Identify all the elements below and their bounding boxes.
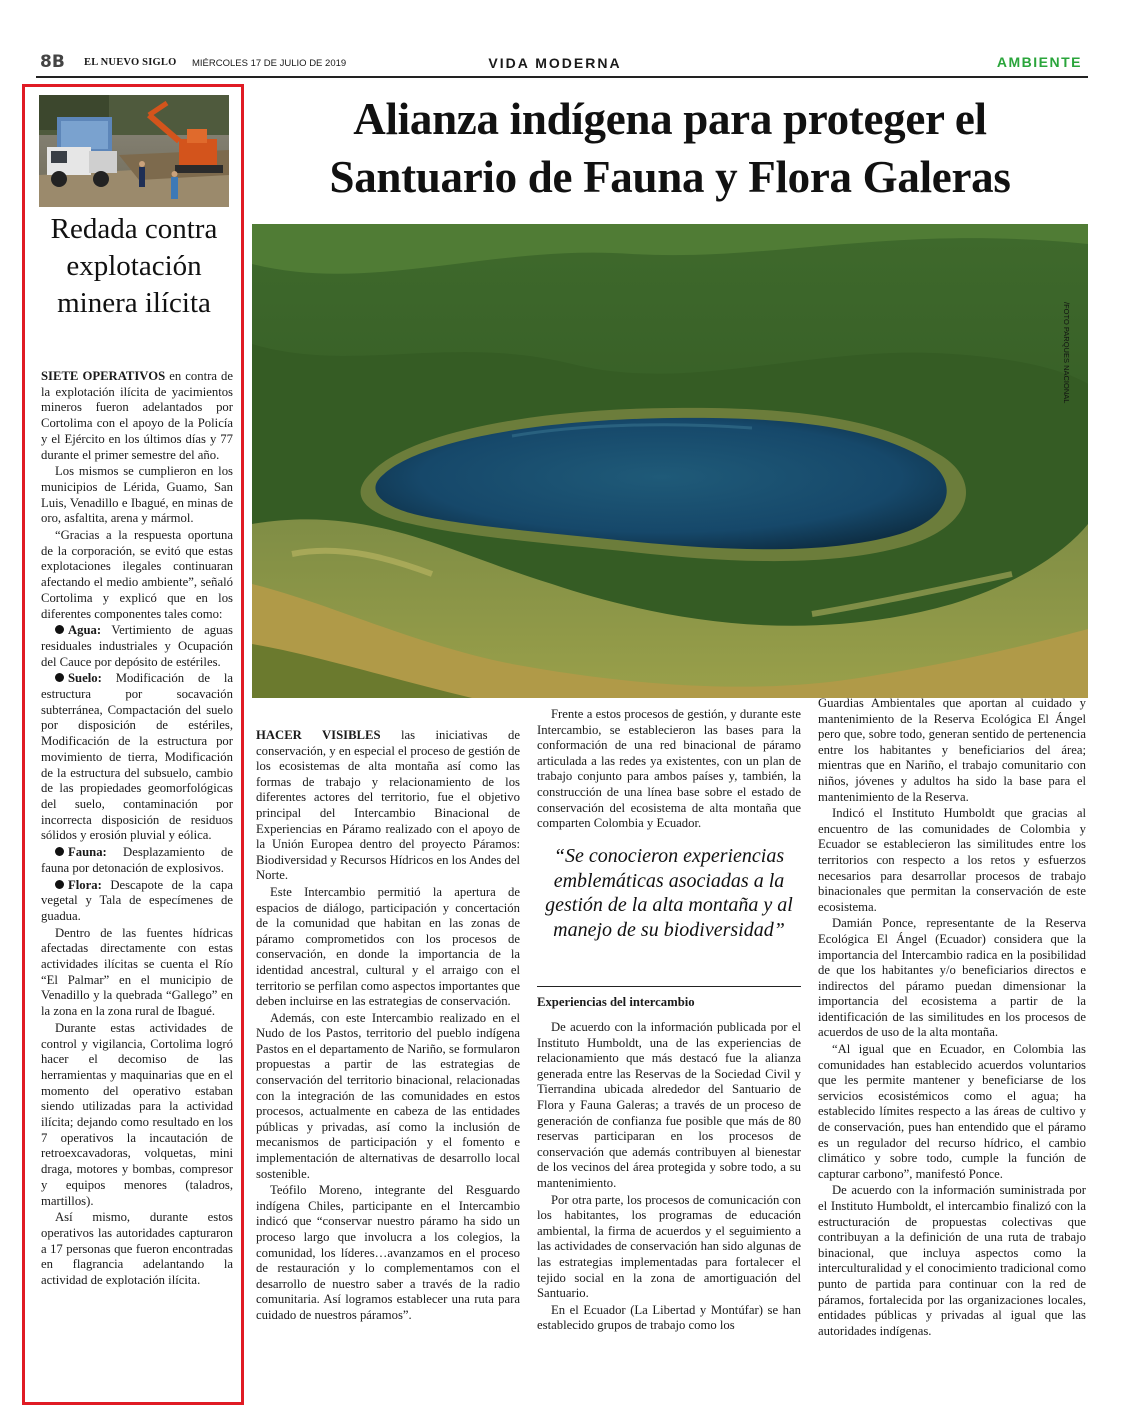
sidebar-paragraph: “Gracias a la respuesta oportuna de la corporación, se evitó que estas explotaciones ilegales continuaran afectando el medio ambiente”, señaló Cortolima y explicó que en los diferentes componentes tales como: [41, 528, 233, 621]
bullet-icon [55, 880, 64, 889]
sidebar-box [22, 84, 244, 1405]
article-headline: Alianza indígena para proteger el Santuario de Fauna y Flora Galeras [329, 94, 1011, 202]
newspaper-name: EL NUEVO SIGLO [84, 57, 177, 68]
article-column-1 [256, 728, 520, 1325]
header-rule [36, 76, 1088, 78]
article-paragraph: HACER VISIBLES las iniciativas de conservación, y en especial el proceso de gestión de los ecosistemas de alta montaña así como las formas de trabajo y relacionamiento de los diferentes actores del territorio, fue el objetivo principal del Intercambio Binacional de Experiencias en Páramo realizado con el apoyo de la Unión Europea dentro del proyecto Páramos: Biodiversidad y Recursos Hídricos en los Andes del Norte. [256, 728, 520, 883]
sidebar-list-item: Suelo: Modificación de la estructura por socavación subterránea, Compactación del suelo por disposición de estériles, Modificación de la estructura por movimiento de tierra, Modificación de la estructura del subsuelo, cambio de las propiedades geomorfológicas del suelo, contaminación por incorrecta disposición de residuos sólidos y erosión pluvial y eólica. [41, 671, 233, 843]
sidebar-paragraph: SIETE OPERATIVOS en contra de la explotación ilícita de yacimientos mineros fueron adelantados por Cortolima con el apoyo de la Policía y el Ejército en los últimos días y 77 durante el primer semestre del año. [41, 369, 234, 462]
article-paragraph: Damián Ponce, representante de la Reserva Ecológica El Ángel (Ecuador) considera que la importancia del Intercambio radica en la posibilidad de que los habitantes y/o beneficiarios directos e indirectos del páramo puedan dimensionar la importancia del ecosistema a partir de la identificación de las similitudes en los procesos de acuerdos de uso de la alta montaña. [818, 916, 1086, 1040]
sidebar-paragraph: Durante estas actividades de control y vigilancia, Cortolima logró hacer el decomiso de las herramientas y maquinarias que en el momento del operativo estaban siendo utilizadas para la actividad ilícita; dejando como resultado en los 7 operativos la incautación de retroexcavadoras, volquetas, mini draga, motores y bombas, compresor y equipos menores (taladros, martillos). [41, 1020, 233, 1208]
article-paragraph: “Al igual que en Ecuador, en Colombia las comunidades han establecido acuerdos voluntarios que les permite mantener y beneficiarse de los servicios ecosistémicos como el agua; ha establecido límites respecto a las áreas de cultivo y de conservación, pues han entendido que el páramo es un regulador del recurso hídrico, el cambio climático y sobre todo, cumple la función de capturar carbono”, manifestó Ponce. [818, 1042, 1086, 1181]
section-title: VIDA MODERNA [488, 55, 622, 71]
sidebar-paragraph: Así mismo, durante estos operativos las autoridades capturaron a 17 personas que fueron encontradas en flagrancia adelantando la actividad de explotación ilícita. [41, 1210, 233, 1288]
bullet-icon [55, 625, 64, 634]
mining-equipment-photo [39, 95, 229, 207]
article-paragraph: Indicó el Instituto Humboldt que gracias al encuentro de las comunidades de Colombia y Ecuador se establecieron las similitudes entre los territorios con respecto a los retos y esfuerzos necesarios para desarrollar procesos de trabajo binacionales que permitan la conservación de este ecosistema. [818, 806, 1086, 914]
sidebar-paragraph: Los mismos se cumplieron en los municipios de Lérida, Guamo, San Luis, Venadillo e Ibagué, en minas de oro, asfaltita, arena y mármol. [41, 464, 233, 526]
sidebar-paragraph: Dentro de las fuentes hídricas afectadas directamente con estas actividades ilícitas se cuenta el Río “El Palmar” en el municipio de Venadillo y la quebrada “Gallego” en la zona en la zona rural de Ibagué. [41, 925, 233, 1019]
sidebar-list-item: Flora: Descapote de la capa vegetal y Tala de especímenes de guadua. [41, 877, 233, 923]
page-header [22, 50, 1088, 76]
article-column-3 [818, 696, 1086, 1340]
bullet-icon [55, 673, 64, 682]
issue-date: MIÉRCOLES 17 DE JULIO DE 2019 [192, 58, 347, 69]
sidebar-list-item: Agua: Vertimiento de aguas residuales industriales y Ocupación del Cauce por depósito de estériles. [41, 623, 233, 669]
photo-credit: /FOTO PARQUES NACIONAL [1062, 302, 1071, 404]
article-paragraph: De acuerdo con la información suministrada por el Instituto Humboldt, el intercambio finalizó con la estructuración de propuestas colectivas que contribuyan a la definición de una ruta de trabajo binacional, que incluya aspectos como la interculturalidad y el conocimiento tradicional como punto de partida para continuar con la red de páramos, fortalecida por las organizaciones locales, entidades públicas y privadas al igual que las autoridades indígenas. [818, 1183, 1086, 1338]
article-subhead: Experiencias del intercambio [537, 995, 695, 1009]
article-paragraph: De acuerdo con la información publicada por el Instituto Humboldt, una de las experiencias de relacionamiento que más destacó fue la alianza generada entre las Reservas de la Sociedad Civil y Tierrandina ubicada alrededor del Santuario de Flora y Fauna Galeras; a través de un proceso de generación de confianza fue posible que más de 80 reservas participaran en los procesos de conservación que además contribuyen al bienestar de los vecinos del área protegida y sobre todo, a su mantenimiento. [537, 1020, 801, 1190]
article-paragraph: Guardias Ambientales que aportan al cuidado y mantenimiento de la Reserva Ecológica El Ángel pero que, sobre todo, generan sentido de pertenencia entre los habitantes y beneficiarios del área; mientras que en Nariño, el trabajo comunitario con niños, jóvenes y adultos ha sido la base para el mantenimiento de la Reserva. [818, 696, 1086, 804]
article-paragraph: Teófilo Moreno, integrante del Resguardo indígena Chiles, participante en el Intercambio indicó que “conservar nuestro páramo ha sido un proceso largo que involucra a los colegios, la comunidad, los líderes…avanzamos en el proceso de restauración y lo complementamos con el desarrollo de nuestro saber a través de la radio comunitaria. Así logramos establecer una ruta para cuidado de nuestros páramos”. [256, 1183, 520, 1322]
bullet-icon [55, 847, 64, 856]
article-paragraph: En el Ecuador (La Libertad y Montúfar) se han establecido grupos de trabajo como los [537, 1302, 801, 1333]
article-paragraph: Por otra parte, los procesos de comunicación con los habitantes, los programas de educación ambiental, la firma de acuerdos y el seguimiento a las actividades de conservación han sido algunas de las estrategias implementadas para fortalecer el tejido social en la zona de amortiguación del Santuario. [537, 1192, 801, 1301]
article-paragraph: Además, con este Intercambio realizado en el Nudo de los Pastos, territorio del pueblo indígena Pastos en el departamento de Nariño, se formularon propuestas a partir de las estrategias de conservación del territorio binacional, relacionadas con la integración de las comunidades en estos procesos, actualmente en cabeza de las entidades públicas y privadas, así como la inclusión de mecanismos de participación y el fomento e implementación de alternativas de desarrollo local sostenible. [256, 1010, 520, 1181]
subhead-rule [537, 986, 801, 987]
sidebar-lead: SIETE OPERATIVOS [41, 369, 166, 383]
page-number: 8B [40, 52, 65, 72]
article-column-2-continued [537, 1020, 801, 1335]
sidebar-title: Redada contra explotación minera ilícita [50, 213, 218, 319]
article-paragraph: Este Intercambio permitió la apertura de espacios de diálogo, participación y concertación de la comunidad que habitan en las zonas de páramo comprometidos con los procesos de conservación, en donde la importancia de la identidad ancestral, cultural y el arraigo con el territorio se perfilan como aspectos importantes que deben incluirse en las estrategias de conservación. [256, 884, 520, 1009]
section-tag: AMBIENTE [996, 54, 1082, 70]
article-column-2 [537, 707, 801, 833]
sidebar-body [41, 369, 233, 1290]
lagoon-photo [252, 224, 1088, 698]
article-lead: HACER VISIBLES [256, 728, 381, 742]
article-paragraph: Frente a estos procesos de gestión, y durante este Intercambio, se establecieron las bases para la conformación de una red binacional de páramo articulada a las redes ya existentes, con un plan de trabajo conjunto para ambos países y, también, la construcción de una línea base sobre el estado de conservación del ecosistema de alta montaña que comparten Colombia y Ecuador. [537, 707, 801, 831]
sidebar-list-item: Fauna: Desplazamiento de fauna por detonación de explosivos. [41, 845, 233, 875]
pull-quote: “Se conocieron experiencias emblemáticas asociadas a la gestión de la alta montaña y al manejo de su biodiversidad” [545, 845, 793, 941]
